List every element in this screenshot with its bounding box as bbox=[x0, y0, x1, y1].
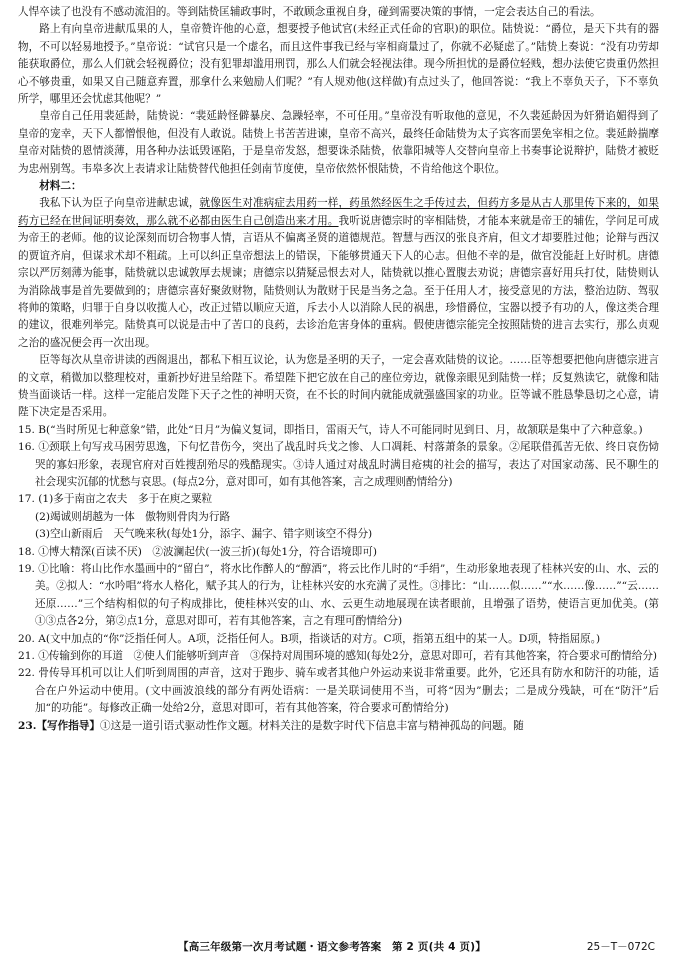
underlined-sentence: 就像医生对准病症去用药一样，药虽然经医生之手传过去，但药方多是从古人那里传下来的，如果药方已经在世间证明奏效，那么就不必都由医生自己创造出来才用。 bbox=[18, 197, 660, 227]
answer-17-3: (3)空山新雨后 天气晚来秋(每处1分，添字、漏字、错字则该空不得分) bbox=[34, 528, 373, 541]
material-one-paragraph-2: 皇帝自己任用裴延龄，陆贽说：“裴延龄怪僻暴戾、急躁轻率，不可任用。”皇帝没有听取他的意见，不久裴延龄因为奸猾谄媚得到了皇帝的宠幸，天下人都憎恨他，但没有人敢说。陆贽上书苦苦进谏，皇帝不高兴，最终任命陆贽为太子宾客而罢免宰相之位。裴延龄揣摩皇帝对陆贽的恩情淡薄，用各种办法诋毁诬陷，于是皇帝发怒，想要诛杀陆贽，依靠阳城等人交替向皇帝上书奏事论说辩护，陆贽才被贬为忠州别驾。韦皋多次上表请求让陆贽替代他担任剑南节度使，皇帝依然怀恨陆贽，不肯给他这个职位。 bbox=[18, 110, 659, 175]
answer-19: 19. ①比喻：将山比作水墨画中的“留白”，将水比作醉人的“醇酒”，将云比作儿时的“手绢”，生动形象地表现了桂林兴安的山、水、云的美。②拟人：“水吟唱”将水人格化，赋予其人的行为，让桂林兴安的水充满了灵性。③排比：“山……似……”“水……像……”“云……还原……”三个结构相似的句子构成排比，使桂林兴安的山、水、云更生动地展现在读者眼前，且增强了语势，使语言更加优美。(第①③点各2分，第②点1分，意思对即可，若有其他答案，言之有理可酌情给分) bbox=[18, 563, 659, 628]
answer-23 bbox=[18, 718, 659, 735]
material-one-paragraph-1: 路上有向皇帝进献瓜果的人，皇帝赞许他的心意，想要授予他试官(未经正式任命的官职)的职位。陆贽说：“爵位，是天下共有的器物，不可以轻易地授予。”皇帝说：“试官只是一个虚名，而且这件事我已经与宰相商量过了，你就不必疑虑了。”陆贽上奏说：“没有功劳却能获取爵位，那么人们就会轻视爵位；没有犯罪却滥用刑罚，那么人们就会轻视法律。现今所担忧的是爵位轻贱，想办法使它贵重仍然担心不够贵重，如果又自己随意弃置，那拿什么来勉励人们呢？”有人规劝他(这样做)有点过头了，他回答说：“我上不辜负天子，下不辜负所学，哪里还会忧虑其他呢？” bbox=[18, 23, 659, 106]
footer-code: 25－T－072C bbox=[586, 941, 655, 953]
answer-17-2: (2)竭诚则胡越为一体 傲物则骨肉为行路 bbox=[34, 510, 231, 523]
material-two-p1-rest: 我听说唐德宗时的宰相陆贽，才能本来就是帝王的辅佐，学问足可成为帝王的老师。他的议论深刻而切合物事人情，言语从不偏离圣贤的道德规范。智慧与西汉的张良齐肩，但文才却要胜过他；论辩与西汉的贾谊齐肩，但谋求术却不粗疏。上可以纠正皇帝想法上的错误，下能够贯通天下人的心志。但他不幸的是，做官没能赶上好时机。唐德宗以严厉刻薄为能事，陆贽就以忠诚敦厚去规谏；唐德宗以猜疑忌恨去对人，陆贽就以推心置腹去劝说；唐德宗喜好用兵打仗，陆贽则认为消除战事是首先要做到的；唐德宗喜好聚敛财物，陆贽则认为散财于民是当务之急。至于任用人才，接受意见的方法，整治边防、驾驭将帅的策略，归罪于自身以收揽人心，改正过错以顺应天道，斥去小人以消除人民的祸患，珍惜爵位，宝器以授予有功的人，像这类合理的建议，很难列举完。陆贽真可以说是击中了苦口的良药，去诊治危害身体的重病。假使唐德宗能完全按照陆贽的进言去实行，那么贞观之治的盛况便会再一次出现。 bbox=[18, 214, 659, 349]
answer-22: 22. 骨传导耳机可以让人们听到周围的声音，这对于跑步、骑车或者其他户外运动来说非常重要。此外，它还具有防水和防汗的功能，适合在户外运动中使用。(文中画波浪线的部分有两处语病：一是关联词使用不当，可将“因为”删去；二是成分残缺，可在“防汗”后加“的功能”。每修改正确一处给2分，意思对即可，若有其他答案，符合要求可酌情给分) bbox=[18, 667, 659, 715]
answer-17-1: 17. (1)多于南亩之农夫 多于在庾之粟粒 bbox=[18, 493, 213, 506]
answer-15: 15. B(“当时所见七种意象”错，此处“日月”为偏义复词，即指日，雷雨天气，诗人不可能同时见到日、月，故颔联是集中了六种意象。) bbox=[18, 423, 643, 436]
material-two-p1-start: 我私下认为臣子向皇帝进献忠诚， bbox=[39, 197, 200, 210]
material-two-paragraph-1 bbox=[18, 195, 659, 352]
material-two-heading: 材料二： bbox=[39, 180, 82, 193]
page-content bbox=[18, 4, 659, 735]
answer-23-tag: 23.【写作指导】 bbox=[18, 719, 100, 732]
material-two-paragraph-2: 臣等每次从皇帝讲读的西阁退出，都私下相互议论，认为您是圣明的天子，一定会喜欢陆贽的议论。……臣等想要把他向唐德宗进言的文章，稍微加以整理校对，重新抄好进呈给陛下。希望陛下把它放在自己的座位旁边，就像亲眼见到陆贽一样；反复熟读它，就像和陆贽当面谈话一样。这样一定能启发陛下天子之性的神明天资，在不长的时间内就能成就强盛国家的功业。臣等诚不胜恳挚恳切之心意，请陛下决定是否采用。 bbox=[18, 354, 659, 419]
answer-21: 21. ①传输到你的耳道 ②使人们能够听到声音 ③保持对周围环境的感知(每处2分，意思对即可，若有其他答案，符合要求可酌情给分) bbox=[18, 650, 658, 663]
answer-20: 20. A(文中加点的“你”泛指任何人。A项，泛指任何人。B项，指谈话的对方。C项，指第五组中的某一人。D项，特指屈原。) bbox=[18, 632, 601, 645]
material-one-paragraph-0: 人悍卒读了也没有不感动流泪的。等到陆贽匡辅政事时，不敢顾念重视自身，碰到需要决策的事情，一定会表达自己的看法。 bbox=[18, 6, 601, 18]
answer-18: 18. ①博大精深(百读不厌) ②波澜起伏(一波三折)(每处1分，符合语境即可) bbox=[18, 545, 377, 558]
answer-23-text: ①这是一道引语式驱动性作文题。材料关注的是数字时代下信息丰富与精神孤岛的问题。随 bbox=[100, 719, 524, 732]
page-footer bbox=[0, 935, 677, 959]
answer-16: 16. ①颈联上句写戎马困劳思逸，下句忆昔伤今，突出了战乱时兵戈之惨、人口凋耗、村落萧条的景象。②尾联借孤苦无依、终日哀伤恸哭的寡妇形象，表现官府对百姓搜刮殆尽的残酷现实。③诗人通过对战乱时满目疮痍的社会的描写，表达了对国家动荡、民不聊生的社会现实沉郁的忧愁与哀思。(每点2分，意对即可，如有其他答案，言之成理则酌情给分) bbox=[18, 441, 659, 488]
footer-title: 【高三年级第一次月考试题・语文参考答案 第 2 页(共 4 页)】 bbox=[178, 941, 486, 953]
